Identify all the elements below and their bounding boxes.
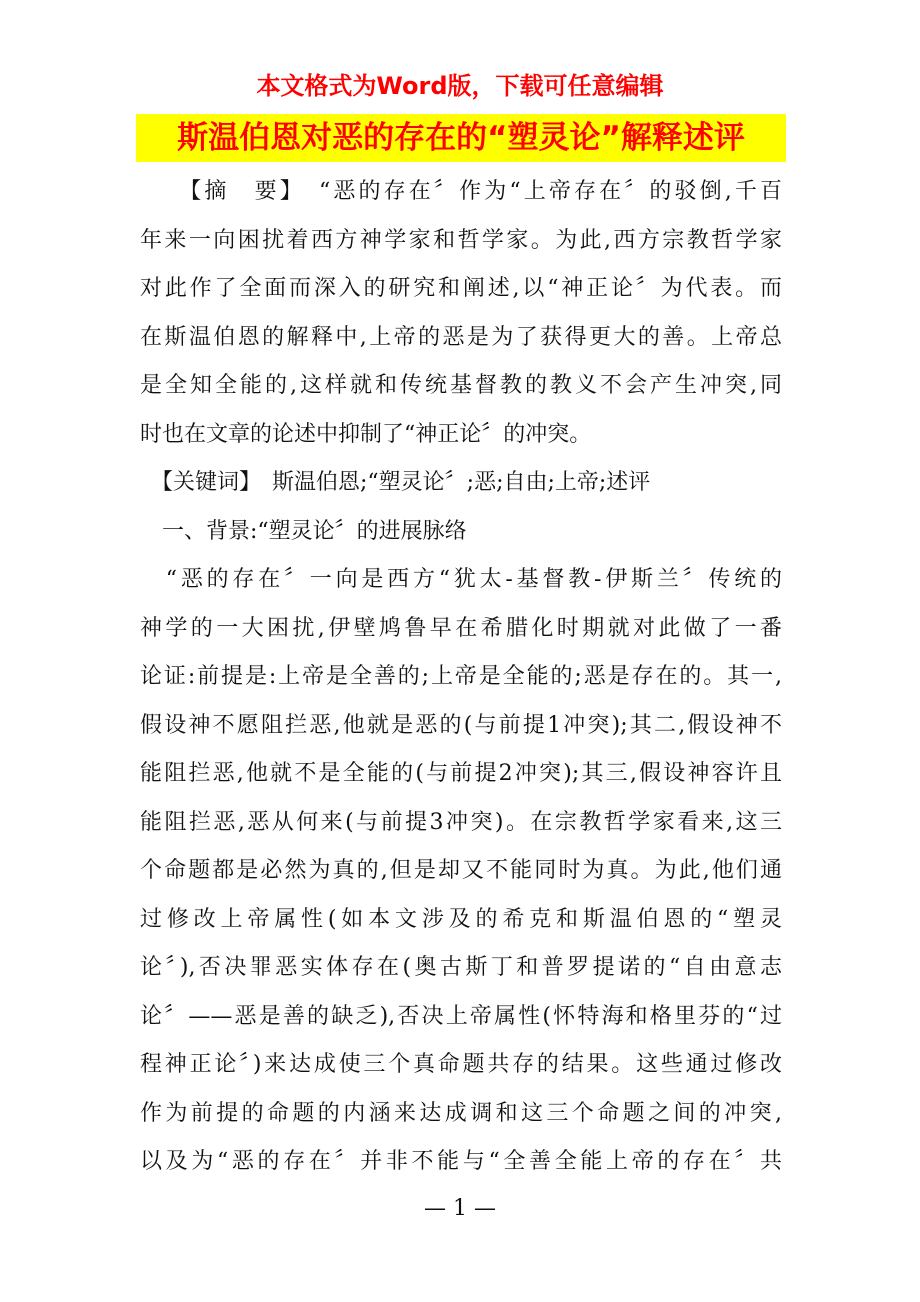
paragraph-line: “恶的存在〞一向是西方“犹太-基督教-伊斯兰〞传统的 <box>140 567 782 592</box>
abstract-line: 年来一向困扰着西方神学家和哲学家。为此,西方宗教哲学家 <box>140 227 782 253</box>
paragraph-line: 作为前提的命题的内涵来达成调和这三个命题之间的冲突, <box>140 1100 782 1126</box>
format-notice: 本文格式为Word版，下载可任意编辑 <box>256 72 664 100</box>
page-number: — 1 — <box>424 1196 496 1221</box>
abstract-line: 是全知全能的,这样就和传统基督教的教义不会产生冲突,同 <box>140 373 782 398</box>
abstract-line: 【摘 要】 “恶的存在〞作为“上帝存在〞的驳倒,千百 <box>140 179 782 204</box>
paragraph-line: 神学的一大困扰,伊壁鸠鲁早在希腊化时期就对此做了一番 <box>140 615 782 641</box>
paragraph-line: 论〞),否决罪恶实体存在(奥古斯丁和普罗提诺的“自由意志 <box>140 955 782 980</box>
paragraph-line: 个命题都是必然为真的,但是却又不能同时为真。为此,他们通 <box>140 858 782 883</box>
paragraph-line: 以及为“恶的存在〞并非不能与“全善全能上帝的存在〞共 <box>140 1149 782 1174</box>
paragraph-line: 论证:前提是:上帝是全善的;上帝是全能的;恶是存在的。其一, <box>140 664 782 689</box>
paragraph-line: 过修改上帝属性(如本文涉及的希克和斯温伯恩的“塑灵 <box>140 906 782 932</box>
document-title: 斯温伯恩对恶的存在的“塑灵论”解释述评 <box>136 114 786 162</box>
paragraph-line: 能阻拦恶,恶从何来(与前提3冲突)。在宗教哲学家看来,这三 <box>140 809 782 835</box>
section-heading: 一、背景:“塑灵论〞的进展脉络 <box>140 518 467 544</box>
document-body <box>140 168 782 1187</box>
paragraph-line: 程神正论〞)来达成使三个真命题共存的结果。这些通过修改 <box>140 1052 782 1077</box>
abstract-line: 对此作了全面而深入的研究和阐述,以“神正论〞为代表。而 <box>140 276 782 301</box>
abstract-line: 在斯温伯恩的解释中,上帝的恶是为了获得更大的善。上帝总 <box>140 324 782 350</box>
keywords-line: 【关键词】 斯温伯恩;“塑灵论〞;恶;自由;上帝;述评 <box>140 470 651 495</box>
paragraph-line: 能阻拦恶,他就不是全能的(与前提2冲突);其三,假设神容许且 <box>140 761 782 786</box>
paragraph-line: 假设神不愿阻拦恶,他就是恶的(与前提1冲突);其二,假设神不 <box>140 712 782 738</box>
paragraph-line: 论〞——恶是善的缺乏),否决上帝属性(怀特海和格里芬的“过 <box>140 1003 782 1029</box>
abstract-line: 时也在文章的论述中抑制了“神正论〞的冲突。 <box>140 421 592 447</box>
